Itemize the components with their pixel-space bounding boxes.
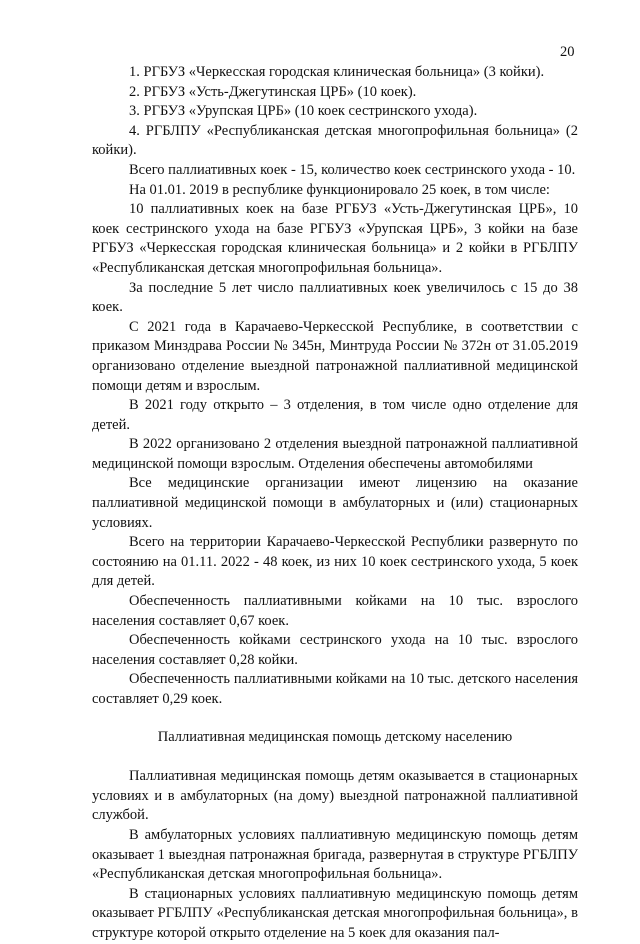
paragraph: В 2022 организовано 2 отделения выездной патронажной паллиативной медицинской помощи взрослым. Отделения обеспечены автомобилями	[92, 436, 578, 472]
section-heading: Паллиативная медицинская помощь детскому населению	[157, 728, 513, 745]
paragraph: 3. РГБУЗ «Урупская ЦРБ» (10 коек сестринского ухода).	[129, 103, 478, 120]
paragraph: В стационарных условиях паллиативную медицинскую помощь детям оказывает РГБЛПУ «Республиканская детская многопрофильная больница», в структуре которой открыто отделение на 5 коек для оказания пал-	[92, 885, 578, 941]
paragraph: Всего на территории Карачаево-Черкесской Республики развернуто по состоянию на 01.11. 2022 - 48 коек, из них 10 коек сестринского ухода, 5 коек для детей.	[92, 534, 578, 590]
paragraph: За последние 5 лет число паллиативных коек увеличилось с 15 до 38 коек.	[92, 279, 578, 316]
paragraph: Обеспеченность паллиативными койками на 10 тыс. взрослого населения составляет 0,67 коек.	[92, 593, 578, 629]
paragraph: В 2021 году открыто – 3 отделения, в том числе одно отделение для детей.	[92, 397, 578, 433]
paragraph: Все медицинские организации имеют лицензию на оказание паллиативной медицинской помощи в амбулаторных и (или) стационарных условиях.	[92, 475, 578, 531]
paragraph: Обеспеченность койками сестринского ухода на 10 тыс. взрослого населения составляет 0,28 койки.	[92, 632, 578, 668]
paragraph: 2. РГБУЗ «Усть-Джегутинская ЦРБ» (10 коек).	[129, 83, 417, 100]
paragraph: В амбулаторных условиях паллиативную медицинскую помощь детям оказывает 1 выездная патронажная бригада, развернутая в структуре РГБЛПУ «Республиканская детская многопрофильная больница».	[92, 826, 578, 883]
paragraph: 4. РГБЛПУ «Республиканская детская многопрофильная больница» (2 койки).	[92, 122, 578, 159]
paragraph: С 2021 года в Карачаево-Черкесской Республике, в соответствии с приказом Минздрава России № 345н, Минтруда России № 372н от 31.05.2019 организовано отделение выездной патронажной паллиативной медицинской помощи детям и взрослым.	[92, 318, 578, 394]
paragraph: На 01.01. 2019 в республике функционировало 25 коек, в том числе:	[129, 181, 550, 198]
document-body	[92, 63, 578, 944]
paragraph: Обеспеченность паллиативными койками на 10 тыс. детского населения составляет 0,29 коек.	[92, 671, 578, 707]
paragraph: Всего паллиативных коек - 15, количество коек сестринского ухода - 10.	[129, 161, 576, 178]
paragraph: Паллиативная медицинская помощь детям оказывается в стационарных условиях и в амбулаторных (на дому) выездной патронажной паллиативной службой.	[92, 768, 578, 824]
paragraph: 1. РГБУЗ «Черкесская городская клиническая больница» (3 койки).	[129, 64, 545, 80]
page-number: 20	[560, 44, 575, 60]
paragraph: 10 паллиативных коек на базе РГБУЗ «Усть-Джегутинская ЦРБ», 10 коек сестринского ухода на базе РГБУЗ «Урупская ЦРБ», 3 койки на базе РГБУЗ «Черкесская городская клиническая больница» и 2 койки в РГБЛПУ «Республиканская детская многопрофильная больница».	[92, 201, 578, 276]
